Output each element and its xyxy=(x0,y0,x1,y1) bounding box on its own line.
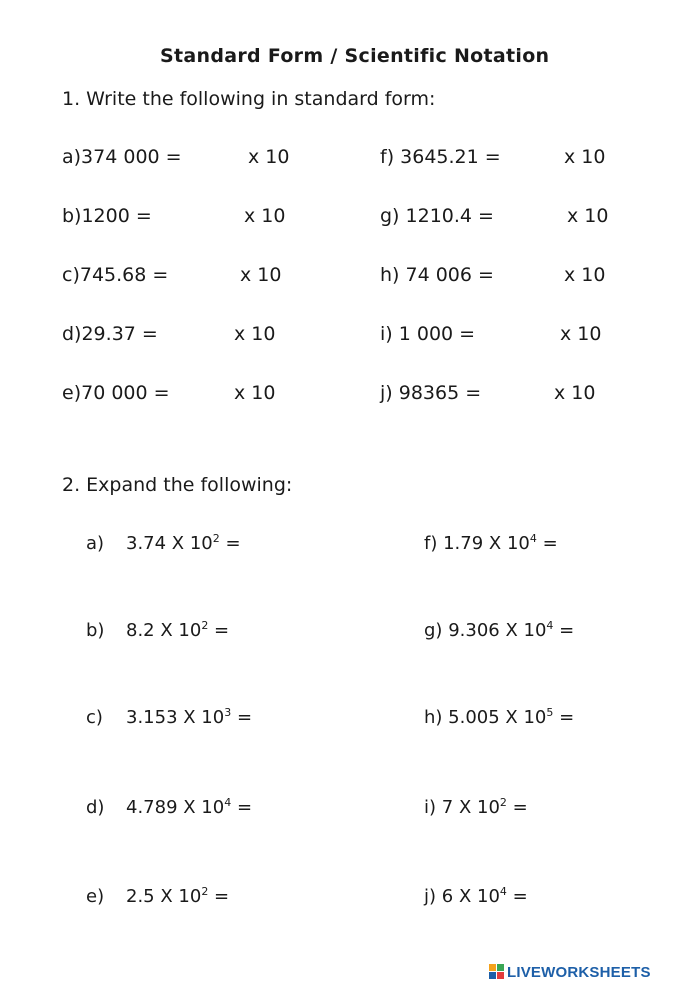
q2-item-equals: = xyxy=(559,707,575,728)
q1-item-c: c)745.68 = xyxy=(62,264,169,286)
q2-item-label: b) xyxy=(86,620,105,641)
q2-item-base: 3.74 X 10 xyxy=(126,533,213,554)
q1-item-j-multiplier: x 10 xyxy=(554,382,596,404)
q2-item-base: 6 X 10 xyxy=(441,886,500,907)
liveworksheets-logo xyxy=(489,964,651,983)
q1-item-j: j) 98365 = xyxy=(380,382,482,404)
q2-item-equals: = xyxy=(236,797,253,818)
q1-item-b: b)1200 = xyxy=(62,205,152,227)
q2-item-exponent: 2 xyxy=(201,619,209,632)
q1-item-a: a)374 000 = xyxy=(62,146,182,168)
q2-item-equals: = xyxy=(542,533,558,554)
q2-item-exponent: 2 xyxy=(201,885,209,898)
q2-item-a xyxy=(86,533,241,554)
q1-item-d: d)29.37 = xyxy=(62,323,158,345)
q2-item-label: g) xyxy=(424,620,443,641)
section-1-heading: 1. Write the following in standard form: xyxy=(62,88,436,110)
q2-item-f xyxy=(424,533,558,554)
section-2-heading: 2. Expand the following: xyxy=(62,474,293,496)
q1-item-a-multiplier: x 10 xyxy=(248,146,290,168)
q2-item-equals: = xyxy=(512,797,528,818)
q1-item-i: i) 1 000 = xyxy=(380,323,476,345)
q2-item-equals: = xyxy=(214,620,230,641)
q2-item-i xyxy=(424,797,528,818)
q2-item-label: h) xyxy=(424,707,443,728)
q2-item-label: a) xyxy=(86,533,105,554)
q2-item-base: 5.005 X 10 xyxy=(448,707,547,728)
q1-item-f: f) 3645.21 = xyxy=(380,146,501,168)
q2-item-exponent: 5 xyxy=(546,706,554,719)
q1-item-h-multiplier: x 10 xyxy=(564,264,606,286)
q1-item-e: e)70 000 = xyxy=(62,382,170,404)
q2-item-exponent: 4 xyxy=(224,796,232,809)
q2-item-b xyxy=(86,620,229,641)
q2-item-base: 8.2 X 10 xyxy=(126,620,202,641)
q2-item-label: e) xyxy=(86,886,105,907)
q2-item-d xyxy=(86,797,252,818)
q1-item-d-multiplier: x 10 xyxy=(234,323,276,345)
q2-item-label: f) xyxy=(424,533,438,554)
q1-item-g: g) 1210.4 = xyxy=(380,205,494,227)
q2-item-base: 3.153 X 10 xyxy=(126,707,225,728)
q2-item-g xyxy=(424,620,574,641)
q2-item-exponent: 3 xyxy=(224,706,232,719)
q1-item-e-multiplier: x 10 xyxy=(234,382,276,404)
q2-item-base: 2.5 X 10 xyxy=(126,886,202,907)
q1-item-c-multiplier: x 10 xyxy=(240,264,282,286)
q2-item-e xyxy=(86,886,229,907)
q2-item-base: 1.79 X 10 xyxy=(443,533,530,554)
q2-item-label: d) xyxy=(86,797,105,818)
q1-item-h: h) 74 006 = xyxy=(380,264,494,286)
q2-item-equals: = xyxy=(559,620,575,641)
q2-item-label: c) xyxy=(86,707,103,728)
q2-item-c xyxy=(86,707,252,728)
liveworksheets-logo-text: LIVEWORKSHEETS xyxy=(507,964,651,981)
liveworksheets-logo-icon xyxy=(489,964,505,983)
q2-item-exponent: 4 xyxy=(499,885,507,898)
q1-item-f-multiplier: x 10 xyxy=(564,146,606,168)
q2-item-exponent: 2 xyxy=(212,532,220,545)
q1-item-b-multiplier: x 10 xyxy=(244,205,286,227)
q2-item-exponent: 4 xyxy=(529,532,537,545)
q2-item-j xyxy=(424,886,528,907)
q2-item-exponent: 4 xyxy=(546,619,554,632)
q2-item-base: 7 X 10 xyxy=(441,797,500,818)
q2-item-base: 4.789 X 10 xyxy=(126,797,225,818)
q2-item-exponent: 2 xyxy=(499,796,507,809)
q2-item-equals: = xyxy=(236,707,253,728)
q2-item-base: 9.306 X 10 xyxy=(448,620,547,641)
q2-item-equals: = xyxy=(512,886,528,907)
q2-item-equals: = xyxy=(225,533,241,554)
q2-item-label: i) xyxy=(424,797,437,818)
q1-item-i-multiplier: x 10 xyxy=(560,323,602,345)
q1-item-g-multiplier: x 10 xyxy=(567,205,609,227)
page-title: Standard Form / Scientific Notation xyxy=(160,45,550,67)
q2-item-equals: = xyxy=(214,886,230,907)
q2-item-label: j) xyxy=(424,886,437,907)
q2-item-h xyxy=(424,707,574,728)
